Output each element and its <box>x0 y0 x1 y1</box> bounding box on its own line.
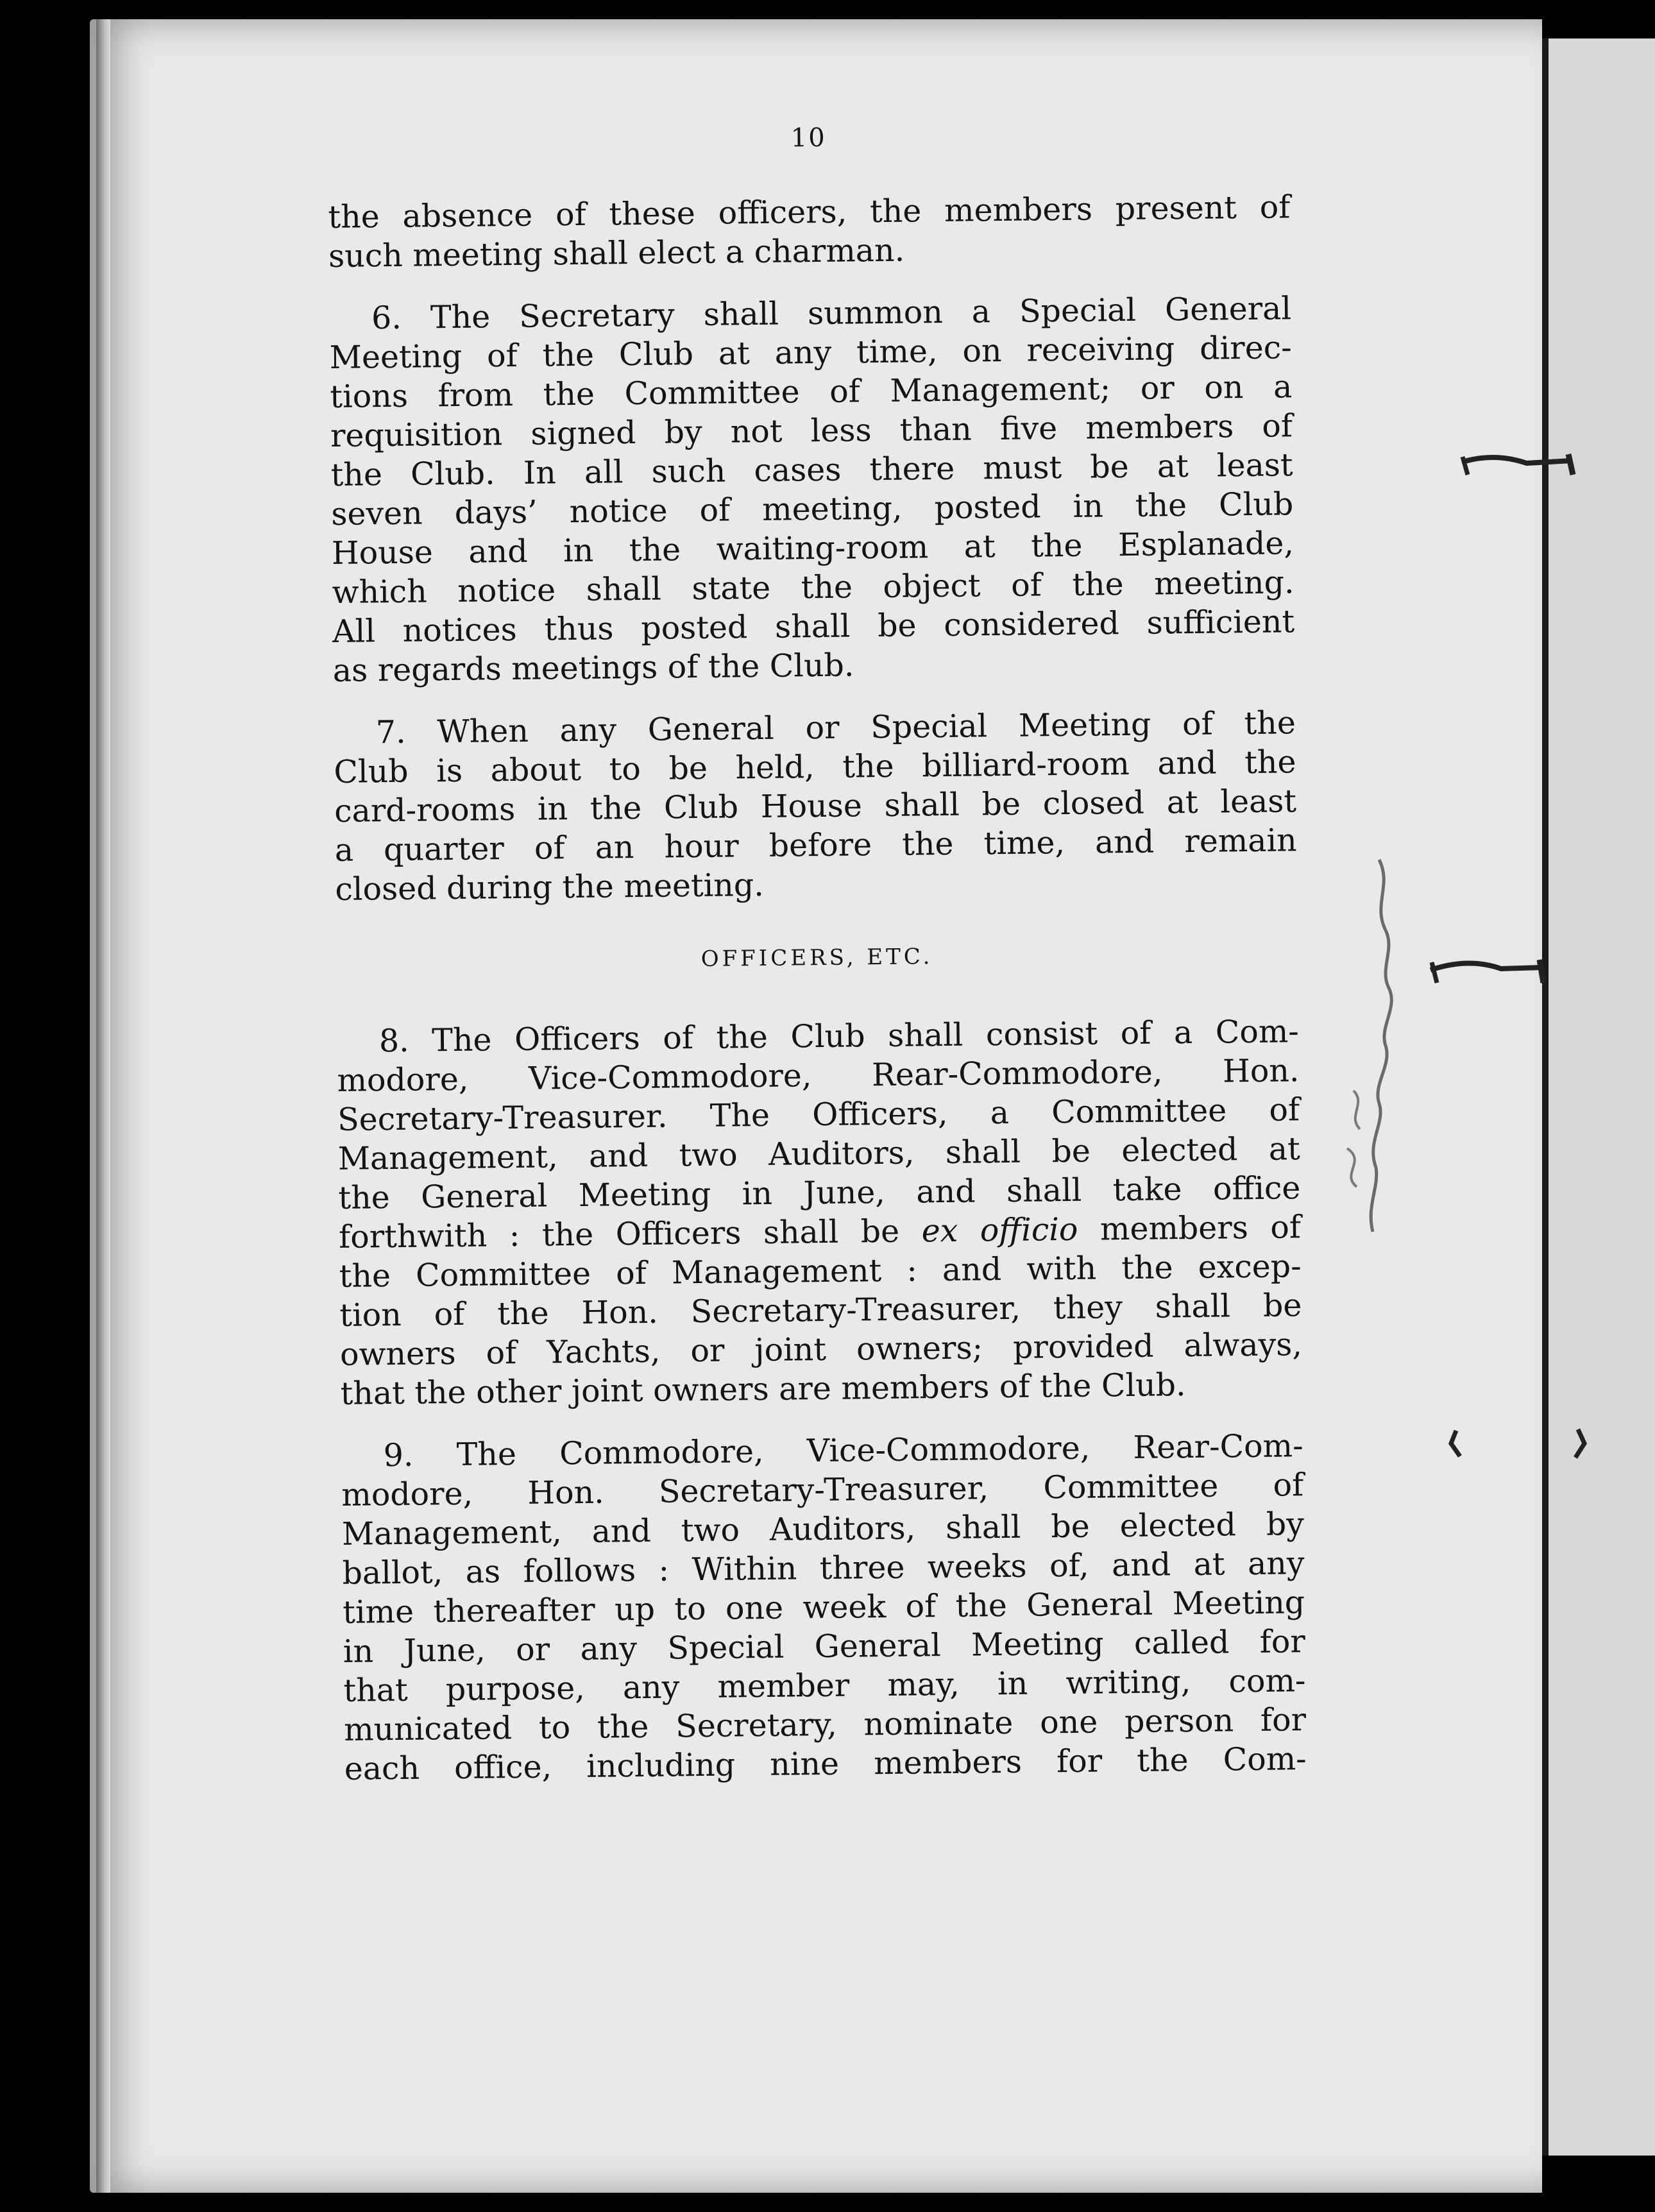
text-line: in June, or any Special General Meeting called for <box>343 1623 1306 1670</box>
text-line: card-rooms in the Club House shall be closed at least <box>334 783 1297 830</box>
text-line: 8. The Officers of the Club shall consist of a Com- <box>378 1013 1300 1060</box>
paragraph-continuation <box>328 187 1291 276</box>
paragraph-rule-8 <box>337 1012 1303 1413</box>
binding-clip-icon <box>1456 449 1584 481</box>
text-line: as regards meetings of the Club. <box>332 647 854 689</box>
binding-clip-icon <box>1443 1424 1597 1463</box>
text-line: tion of the Hon. Secretary-Treasurer, they shall be <box>339 1287 1302 1334</box>
text-line: Meeting of the Club at any time, on receiving direc- <box>329 329 1292 376</box>
text-line: forthwith : the Officers shall be ex officio members of <box>338 1209 1302 1255</box>
text-line: Secretary-Treasurer. The Officers, a Committee of <box>337 1091 1300 1138</box>
text-line: that purpose, any member may, in writing, com- <box>343 1662 1306 1709</box>
text-line: Management, and two Auditors, shall be elected by <box>341 1506 1305 1553</box>
paragraph-rule-6 <box>329 289 1295 690</box>
text-line: House and in the waiting-room at the Esplanade, <box>331 525 1294 572</box>
text-line: such meeting shall elect a charman. <box>328 232 905 275</box>
text-line: a quarter of an hour before the time, and remain <box>334 822 1298 869</box>
text-line: tions from the Committee of Management; or on a <box>330 368 1293 415</box>
text-line: time thereafter up to one week of the General Meeting <box>342 1584 1305 1631</box>
facing-page-edge <box>1542 38 1655 2156</box>
paragraph-rule-7 <box>334 703 1298 909</box>
text-line: modore, Vice-Commodore, Rear-Commodore, Hon. <box>337 1052 1300 1099</box>
text-line: Management, and two Auditors, shall be elected at <box>337 1130 1301 1177</box>
text-line: closed during the meeting. <box>335 866 765 908</box>
text-line: owners of Yachts, or joint owners; provided always, <box>339 1326 1303 1373</box>
text-line: requisition signed by not less than five members of <box>330 407 1293 454</box>
text-line: which notice shall state the object of the meeting. <box>332 564 1294 611</box>
text-line: 6. The Secretary shall summon a Special General <box>371 290 1292 337</box>
page-number: 10 <box>790 123 826 153</box>
text-line: 9. The Commodore, Vice-Commodore, Rear-Com- <box>383 1427 1303 1474</box>
text-line: municated to the Secretary, nominate one person for <box>343 1701 1307 1748</box>
text-line: the Club. In all such cases there must be at least <box>330 447 1293 493</box>
text-line: 7. When any General or Special Meeting of the <box>375 704 1296 751</box>
handwritten-annotation <box>1283 847 1450 1245</box>
text-line: the General Meeting in June, and shall take office <box>338 1170 1301 1216</box>
binding-shadow <box>96 19 110 2193</box>
text-line: ballot, as follows : Within three weeks of, and at any <box>342 1545 1305 1592</box>
section-heading: OFFICERS, ETC. <box>700 944 933 972</box>
page-text <box>327 118 1307 1812</box>
text-line: modore, Hon. Secretary-Treasurer, Committee of <box>341 1467 1304 1513</box>
text-line: Club is about to be held, the billiard-room and the <box>334 744 1296 790</box>
text-line: All notices thus posted shall be considered sufficient <box>332 603 1295 650</box>
text-line: each office, including nine members for the Com- <box>344 1740 1307 1787</box>
text-line: that the other joint owners are members of the Club. <box>340 1366 1186 1412</box>
text-line: the absence of these officers, the members present of <box>328 189 1291 235</box>
text-line: seven days’ notice of meeting, posted in the Club <box>331 486 1294 532</box>
paragraph-rule-9 <box>341 1426 1307 1789</box>
text-line: the Committee of Management : and with the excep- <box>339 1248 1302 1295</box>
